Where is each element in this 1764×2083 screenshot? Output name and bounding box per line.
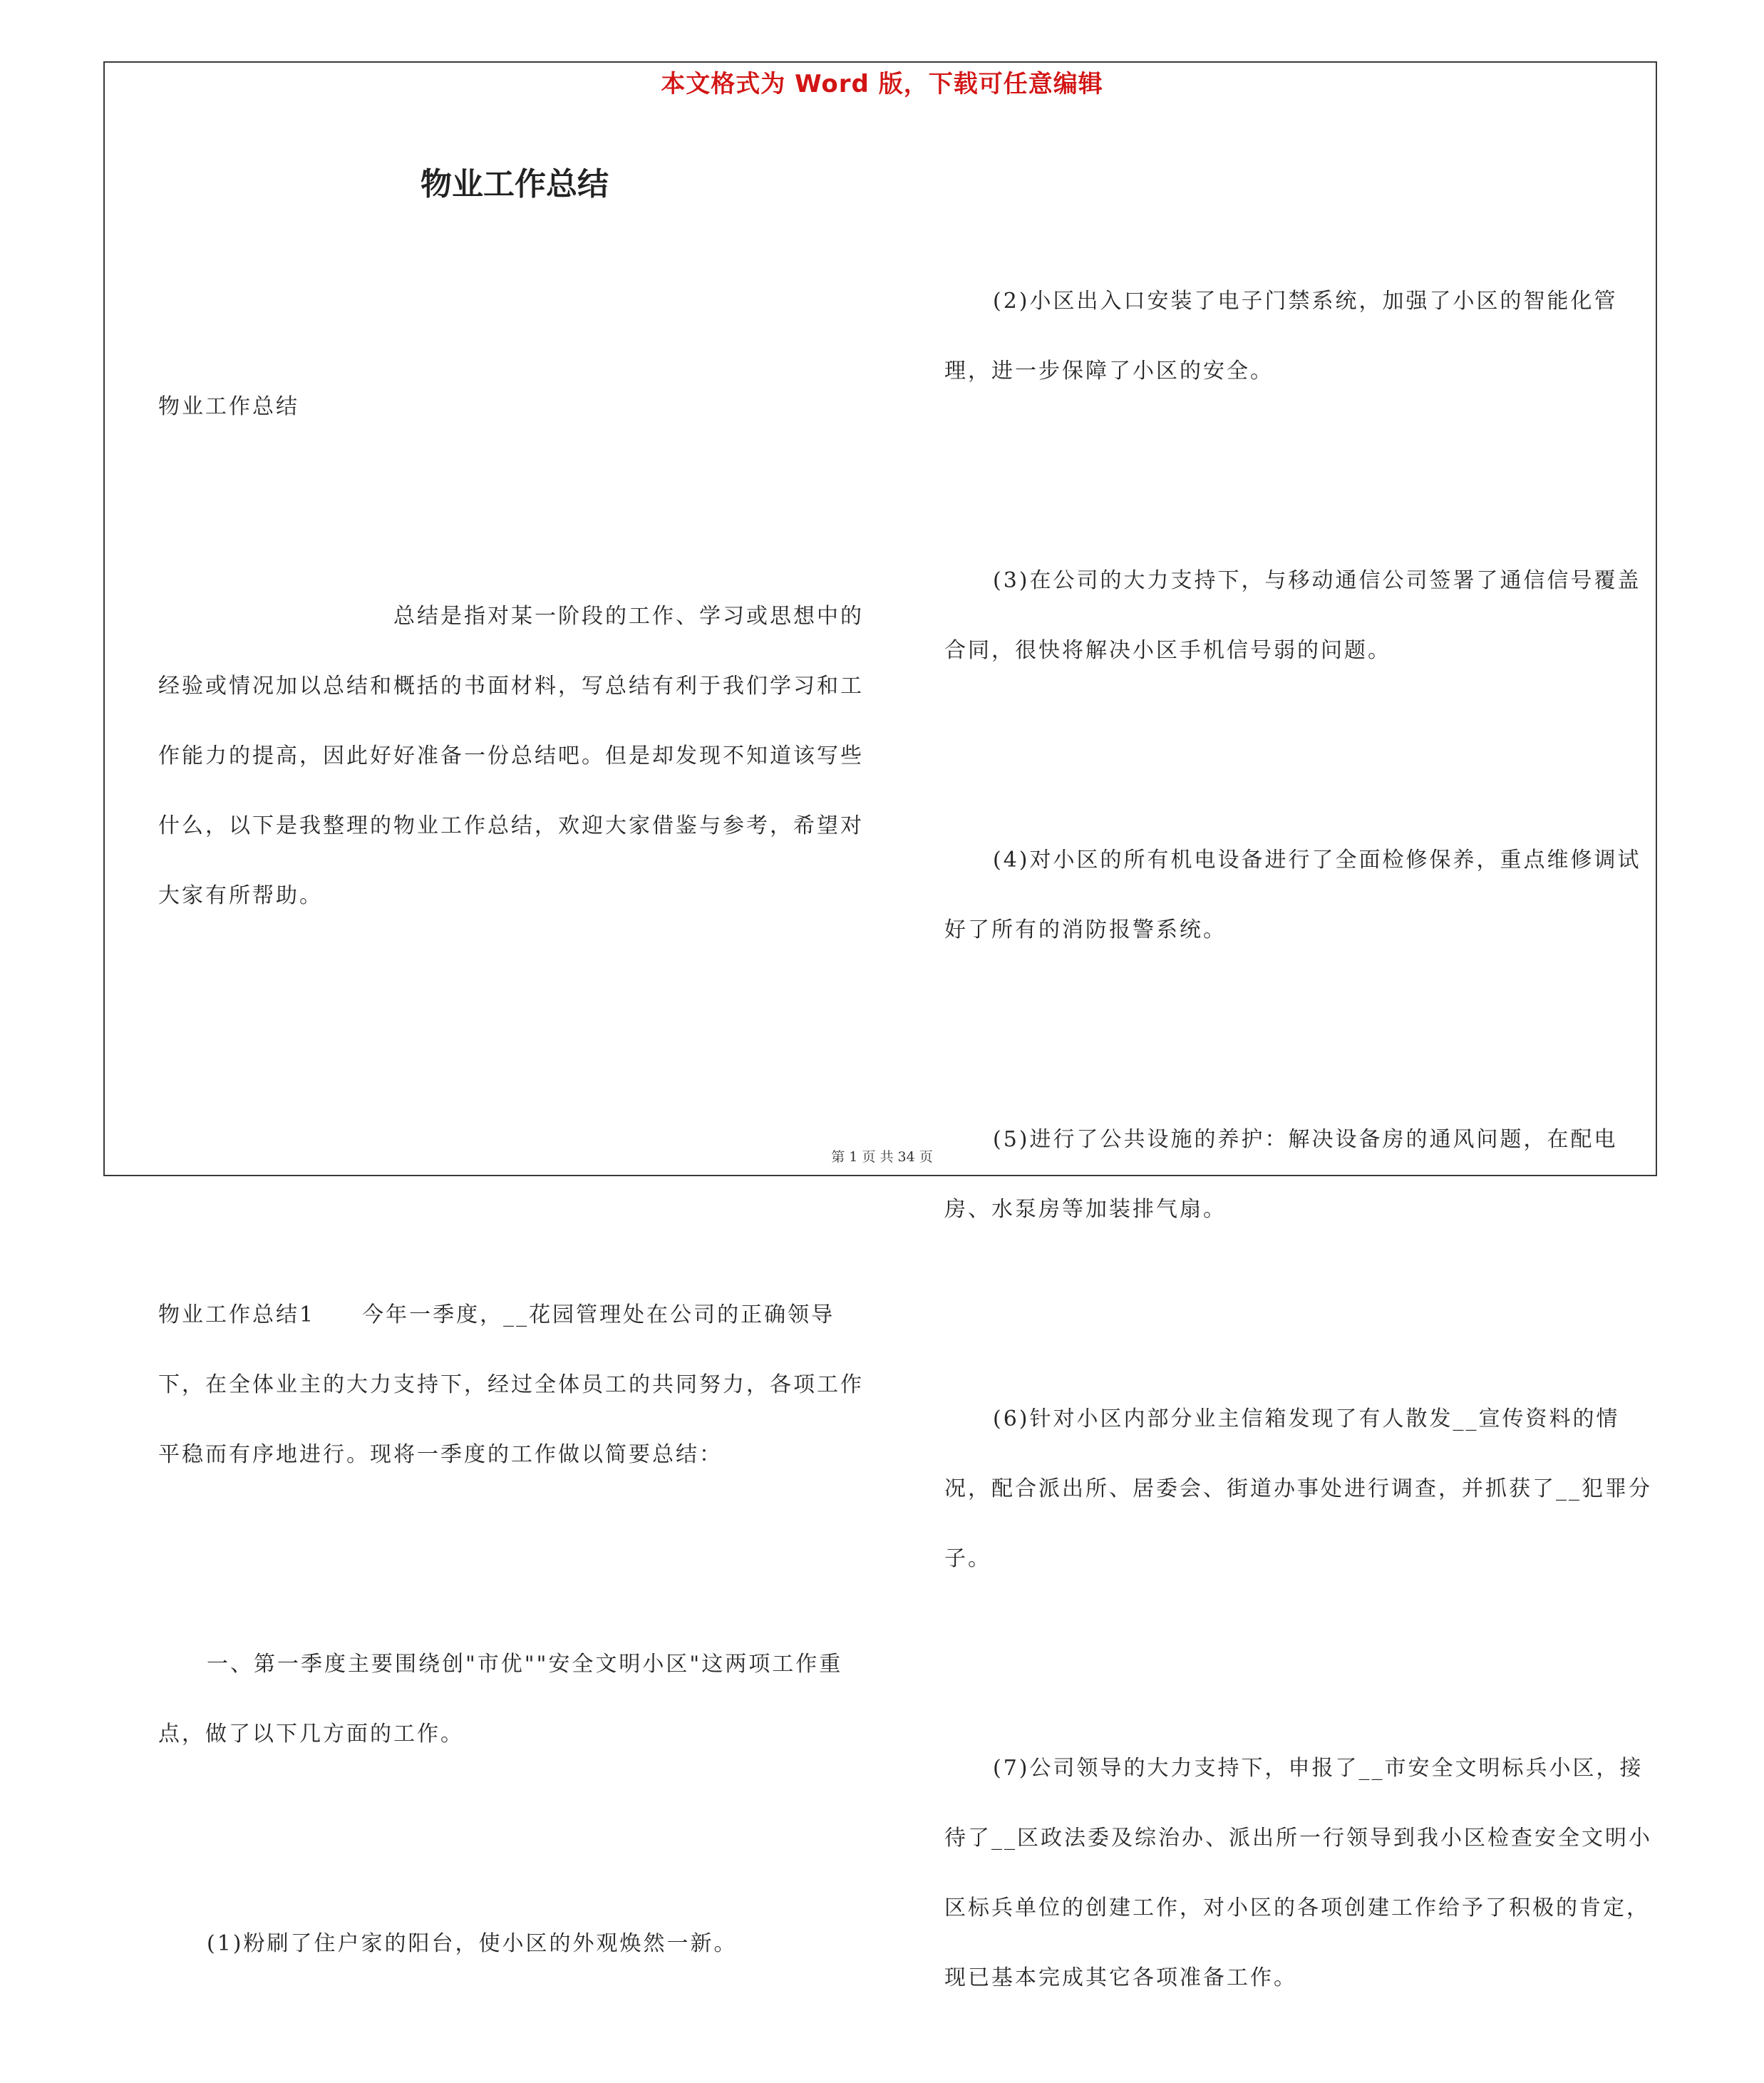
intro-paragraph: 总结是指对某一阶段的工作、学习或思想中的经验或情况加以总结和概括的书面材料，写总结有利于我们学习和工作能力的提高，因此好好准备一份总结吧。但是却发现不知道该写些什么，以下是我整理的物业工作总结，欢迎大家借鉴与参考，希望对大家有所帮助。	[158, 604, 864, 908]
paragraph-gap	[158, 1071, 864, 1141]
item-3-paragraph: (3)在公司的大力支持下，与移动通信公司签署了通信信号覆盖合同，很快将解决小区手机信号弱的问题。	[944, 568, 1641, 663]
item-7-paragraph: (7)公司领导的大力支持下，申报了__市安全文明标兵小区，接待了__区政法委及综治办、派出所一行领导到我小区检查安全文明小区标兵单位的创建工作，对小区的各项创建工作给予了积极的肯定，现已基本完成其它各项准备工作。	[944, 1756, 1652, 1990]
item-6-paragraph: (6)针对小区内部分业主信箱发现了有人散发__宣传资料的情况，配合派出所、居委会、街道办事处进行调查，并抓获了__犯罪分子。	[944, 1406, 1652, 1571]
summary-1-paragraph: 物业工作总结1 今年一季度，__花园管理处在公司的正确领导下，在全体业主的大力支持下，经过全体员工的共同努力，各项工作平稳而有序地进行。现将一季度的工作做以简要总结：	[158, 1302, 864, 1467]
item-4-paragraph: (4)对小区的所有机电设备进行了全面检修保养，重点维修调试好了所有的消防报警系统。	[944, 848, 1641, 942]
section-1-heading: 一、第一季度主要围绕创"市优""安全文明小区"这两项工作重点，做了以下几方面的工作。	[158, 1652, 843, 1747]
item-5-paragraph: (5)进行了公共设施的养护：解决设备房的通风问题，在配电房、水泵房等加装排气扇。	[944, 1127, 1618, 1222]
subtitle-paragraph: 物业工作总结	[158, 394, 299, 419]
right-column	[944, 127, 1664, 2083]
word-format-banner: 本文格式为 Word 版，下载可任意编辑	[661, 70, 1103, 98]
document-title: 物业工作总结	[421, 166, 609, 202]
item-1-paragraph: (1)粉刷了住户家的阳台，使小区的外观焕然一新。	[207, 1931, 738, 1956]
page-number-footer: 第 1 页 共 34 页	[831, 1149, 933, 1165]
item-2-paragraph: (2)小区出入口安装了电子门禁系统，加强了小区的智能化管理，进一步保障了小区的安全。	[944, 289, 1618, 384]
left-column	[158, 232, 864, 2049]
